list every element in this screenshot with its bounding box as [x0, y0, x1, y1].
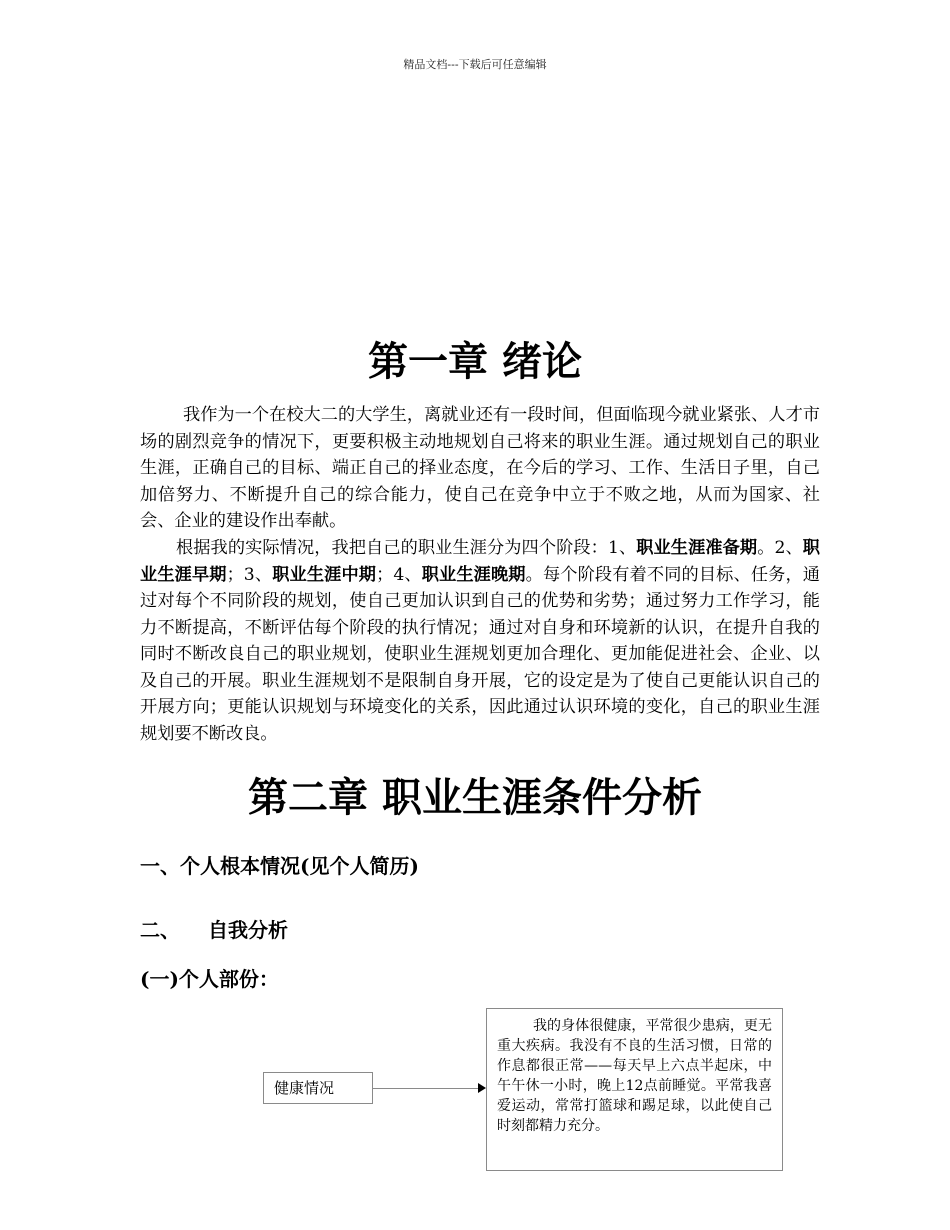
health-description-box: 我的身体很健康，平常很少患病，更无重大疾病。我没有不良的生活习惯，日常的作息都很正常——每天早上六点半起床，中午午休一小时，晚上12点前睡觉。平常我喜爱运动，常常打篮球和踢足球，以此使自己时刻都精力充分。	[486, 1008, 783, 1171]
stage-4-term: 职业生涯晚期	[421, 564, 526, 585]
health-label-box: 健康情况	[263, 1072, 373, 1104]
section-number: 二、	[140, 918, 180, 942]
connector-arrow-line	[373, 1088, 478, 1089]
chapter1-title: 第一章 绪论	[368, 338, 582, 385]
paragraph-2-intro: 根据我的实际情况，我把自己的职业生涯分为四个阶段：1、	[176, 538, 637, 558]
chapter1-paragraph-1: 我作为一个在校大二的大学生，离就业还有一段时间，但面临现今就业紧张、人才市场的剧烈竞争的情况下，更要积极主动地规划自己将来的职业生涯。通过规划自己的职业生涯，正确自己的目标、端正自己的择业态度，在今后的学习、工作、生活日子里，自己加倍努力、不断提升自己的综合能力，使自己在竞争中立于不败之地，从而为国家、社会、企业的建设作出奉献。	[140, 405, 820, 531]
chapter1-paragraph-2	[140, 535, 820, 747]
section-self-analysis-heading	[140, 914, 288, 943]
paragraph-2-sep-3: ；4、	[376, 564, 422, 585]
chapter2-title: 第二章 职业生涯条件分析	[248, 774, 702, 821]
subsection-personal-heading: (一)个人部份：	[140, 967, 279, 991]
section-title: 自我分析	[208, 918, 288, 942]
page-header: 精品文档---下载后可任意编辑	[403, 58, 547, 71]
paragraph-2-sep-1: 。2、	[757, 538, 803, 558]
section-personal-info-heading: 一、个人根本情况(见个人简历)	[140, 854, 419, 878]
stage-2-term: 职业生涯早期	[140, 538, 820, 585]
stage-1-term: 职业生涯准备期	[636, 538, 758, 558]
stage-3-term: 职业生涯中期	[272, 564, 377, 585]
arrow-head-icon	[478, 1083, 486, 1093]
paragraph-2-rest: 。每个阶段有着不同的目标、任务，通过对每个不同阶段的规划，使自己更加认识到自己的优势和劣势；通过努力工作学习，能力不断提高，不断评估每个阶段的执行情况；通过对自身和环境新的认识，在提升自我的同时不断改良自己的职业规划，使职业生涯规划更加合理化、更加能促进社会、企业、以及自己的开展。职业生涯规划不是限制自身开展，它的设定是为了使自己更能认识自己的开展方向；更能认识规划与环境变化的关系，因此通过认识环境的变化，自己的职业生涯规划要不断改良。	[140, 564, 820, 744]
paragraph-2-sep-2: ；3、	[226, 564, 273, 585]
